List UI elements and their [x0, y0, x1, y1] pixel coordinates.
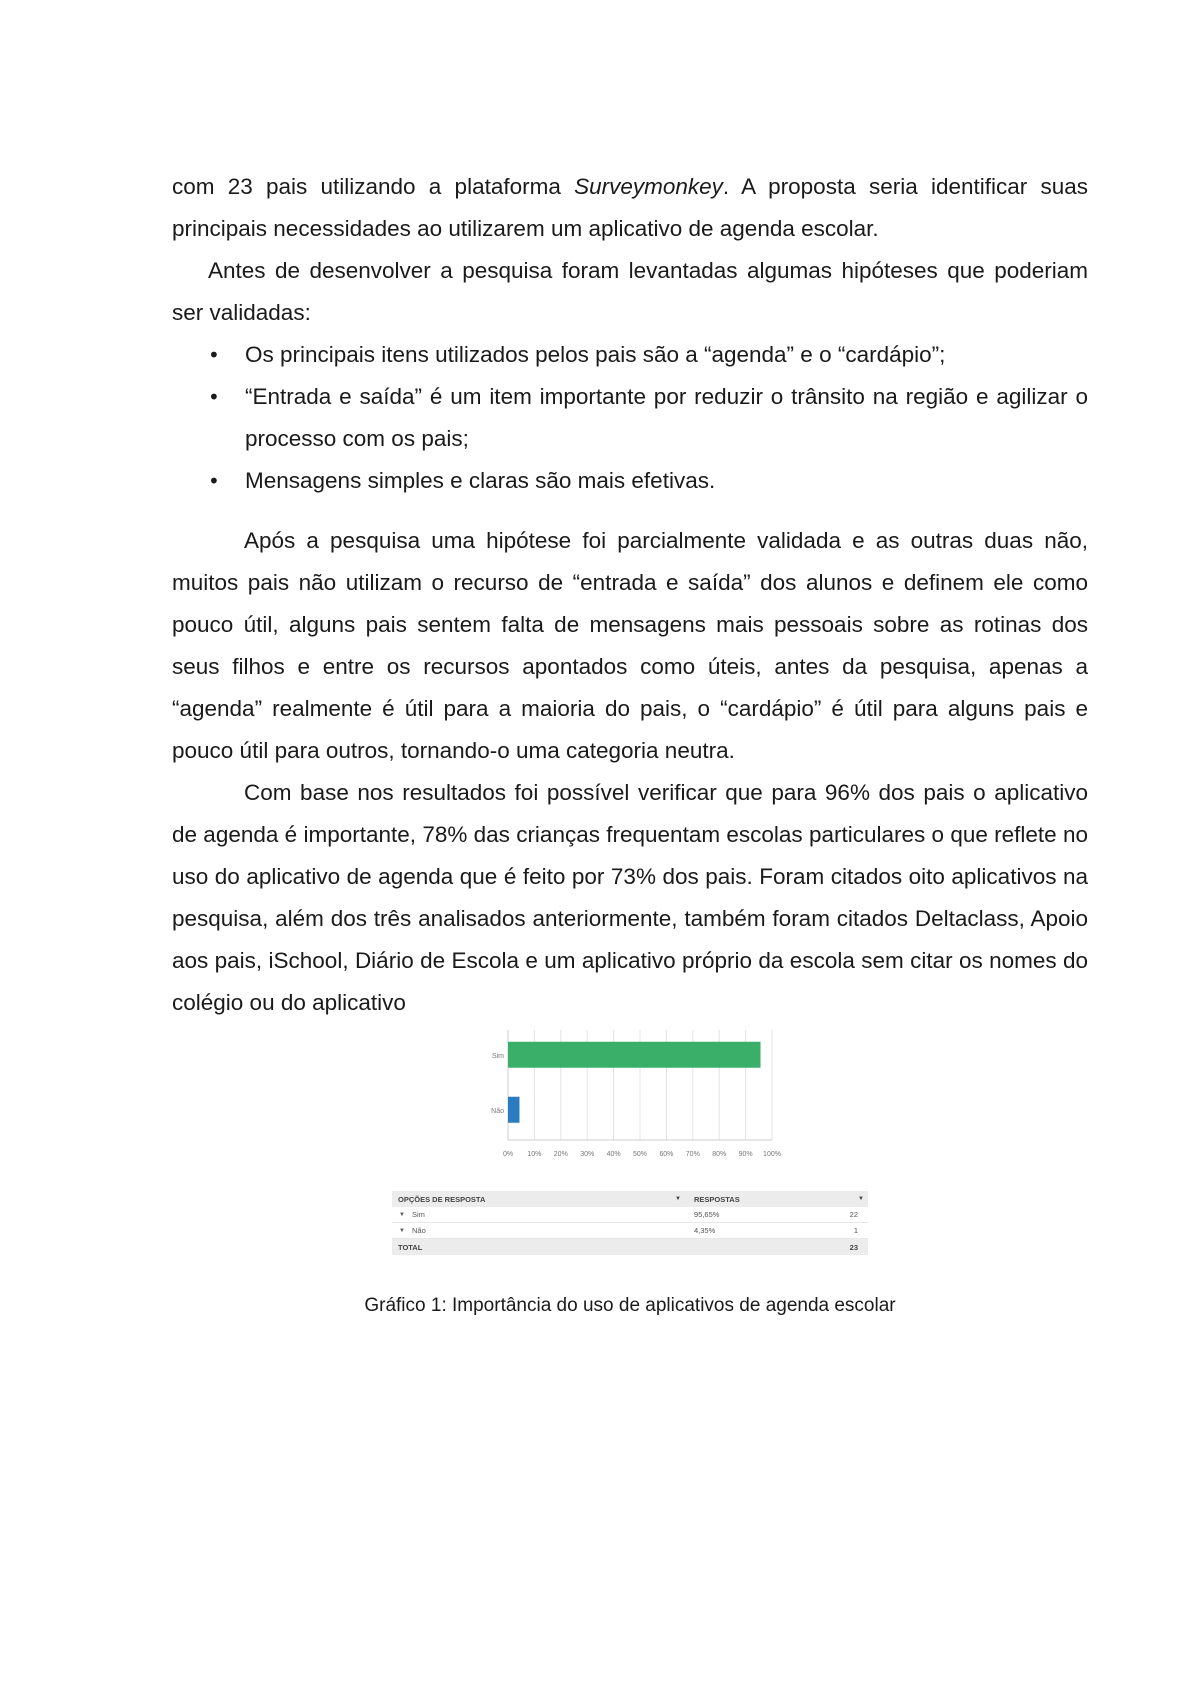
- category-label: Sim: [491, 1052, 504, 1060]
- bar: [508, 1097, 519, 1123]
- sort-triangle-icon[interactable]: ▼: [858, 1196, 864, 1202]
- list-item: • Mensagens simples e claras são mais efetivas.: [172, 460, 1088, 502]
- header-responses: RESPOSTAS: [694, 1194, 740, 1204]
- x-tick-label: 0%: [502, 1151, 514, 1158]
- responses-table: [392, 1191, 868, 1255]
- x-tick-label: 90%: [738, 1151, 753, 1158]
- category-label: Não: [491, 1107, 504, 1115]
- row-count: 1: [853, 1226, 858, 1235]
- list-item: • “Entrada e saída” é um item importante por reduzir o trânsito na região e agilizar o processo com os pais;: [172, 376, 1088, 460]
- total-label: TOTAL: [398, 1242, 423, 1252]
- row-label: Sim: [412, 1210, 425, 1219]
- x-tick-label: 30%: [580, 1151, 595, 1158]
- table-header: [392, 1191, 868, 1207]
- x-tick-label: 70%: [685, 1151, 700, 1158]
- x-tick-label: 20%: [553, 1151, 568, 1158]
- document-body: [172, 166, 1088, 1024]
- figure-caption: Gráfico 1: Importância do uso de aplicativos de agenda escolar: [364, 1295, 896, 1316]
- table-total: [392, 1239, 868, 1255]
- bar-chart-svg: [470, 1030, 810, 1160]
- paragraph-2: Antes de desenvolver a pesquisa foram levantadas algumas hipóteses que poderiam ser validadas:: [172, 258, 1088, 325]
- table-row: [392, 1207, 868, 1223]
- x-tick-label: 100%: [763, 1151, 781, 1158]
- x-tick-label: 60%: [659, 1151, 674, 1158]
- paragraph-1-part-b: . A proposta seria identificar suas principais necessidades ao utilizarem um aplicativo de agenda escolar.: [172, 174, 1088, 241]
- header-options: OPÇÕES DE RESPOSTA: [398, 1194, 486, 1204]
- paragraph-1: [172, 166, 1088, 250]
- expand-triangle-icon[interactable]: ▼: [399, 1211, 405, 1218]
- x-tick-label: 50%: [632, 1151, 648, 1158]
- hypothesis-list: [172, 334, 1088, 502]
- surveymonkey-term: Surveymonkey: [574, 174, 723, 199]
- x-tick-label: 10%: [527, 1151, 542, 1158]
- bar: [508, 1042, 761, 1068]
- paragraph-3: Após a pesquisa uma hipótese foi parcialmente validada e as outras duas não, muitos pais não utilizam o recurso de “entrada e saída” dos alunos e definem ele como pouco útil, alguns pais sentem falta de mensagens mais pessoais sobre as rotinas dos seus filhos e entre os recursos apontados como úteis, antes da pesquisa, apenas a “agenda” realmente é útil para a maioria do pais, o “cardápio” é útil para alguns pais e pouco útil para outros, tornando-o uma categoria neutra.: [172, 528, 1088, 763]
- expand-triangle-icon[interactable]: ▼: [399, 1227, 405, 1234]
- row-count: 22: [849, 1210, 858, 1219]
- table-row: [392, 1223, 868, 1239]
- paragraph-1-part-a: com 23 pais utilizando a plataforma: [172, 174, 575, 199]
- total-count: 23: [849, 1242, 858, 1252]
- x-tick-label: 40%: [606, 1151, 621, 1158]
- bar-chart: [470, 1030, 810, 1160]
- row-percent: 4,35%: [694, 1226, 716, 1235]
- paragraph-4: Com base nos resultados foi possível verificar que para 96% dos pais o aplicativo de agenda é importante, 78% das crianças frequentam escolas particulares o que reflete no uso do aplicativo de agenda que é feito por 73% dos pais. Foram citados oito aplicativos na pesquisa, além dos três analisados anteriormente, também foram citados Deltaclass, Apoio aos pais, iSchool, Diário de Escola e um aplicativo próprio da escola sem citar os nomes do colégio ou do aplicativo: [172, 780, 1088, 1015]
- x-tick-label: 80%: [712, 1151, 727, 1158]
- row-percent: 95,65%: [694, 1210, 720, 1219]
- sort-triangle-icon[interactable]: ▼: [675, 1196, 681, 1202]
- list-item: • Os principais itens utilizados pelos pais são a “agenda” e o “cardápio”;: [172, 334, 1088, 376]
- row-label: Não: [412, 1226, 426, 1235]
